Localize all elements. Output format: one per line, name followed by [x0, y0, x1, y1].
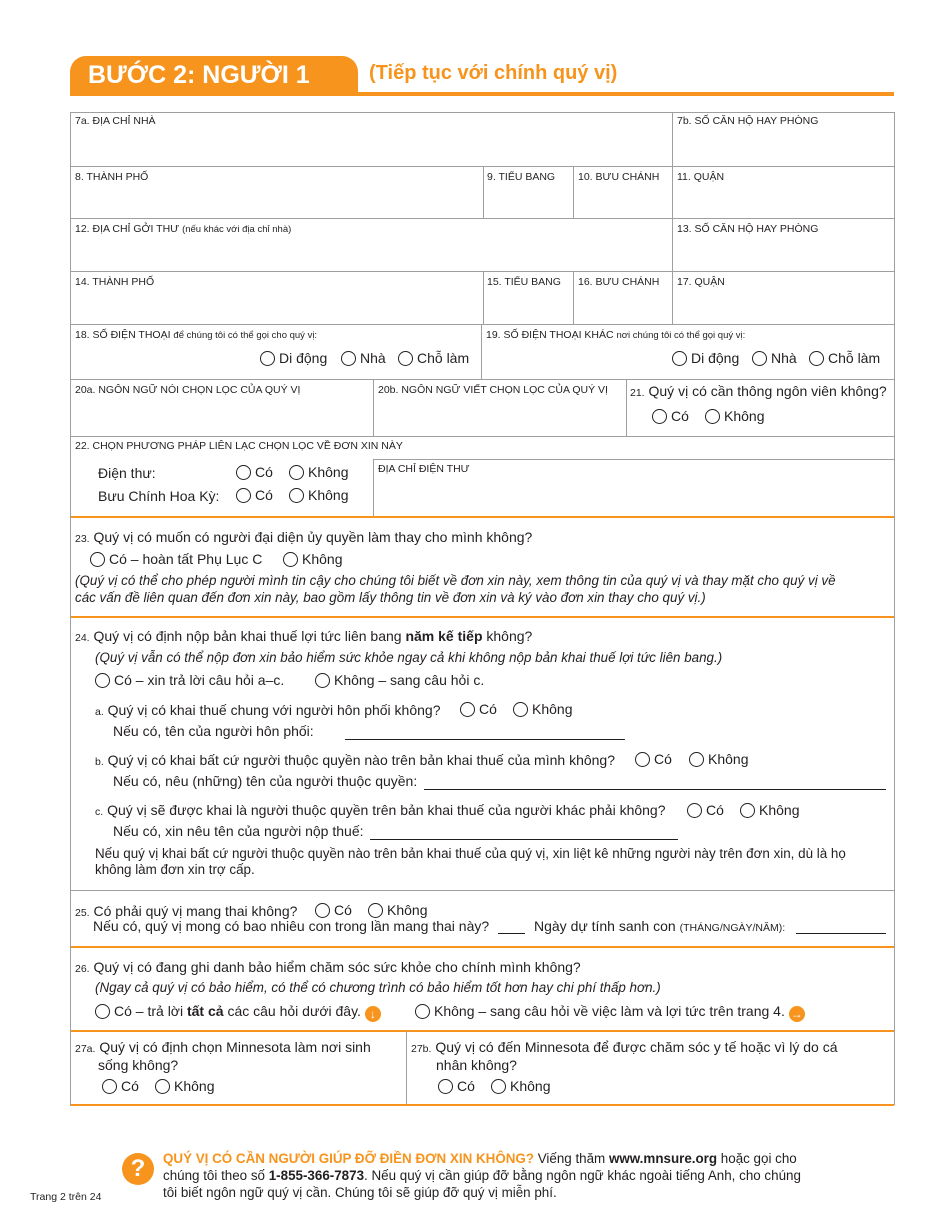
radio-icon — [415, 1004, 430, 1019]
q25-due-date-label: Ngày dự tính sanh con (THÁNG/NGÀY/NĂM): — [534, 918, 786, 934]
mailing-zip-input[interactable] — [574, 289, 671, 323]
email-address-input[interactable] — [374, 476, 893, 515]
other-phone-home-option[interactable]: Nhà — [752, 350, 797, 366]
step-subtitle: (Tiếp tục với chính quý vị) — [369, 62, 618, 84]
other-phone-work-option[interactable]: Chỗ làm — [809, 350, 880, 366]
q24b-followup: Nếu có, nêu (những) tên của người thuộc quyền: — [113, 773, 418, 789]
field-label-contact-method: 22. CHỌN PHƯƠNG PHÁP LIÊN LẠC CHỌN LỌC VỀ ĐƠN XIN NÀY — [75, 440, 403, 452]
field-label-phone: 18. SỐ ĐIỆN THOẠI để chúng tôi có thể gọi cho quý vị: — [75, 329, 318, 341]
radio-icon — [283, 552, 298, 567]
field-label-zip: 10. BƯU CHÁNH — [578, 171, 660, 183]
field-label-written-language: 20b. NGÔN NGỮ VIẾT CHỌN LỌC CỦA QUÝ VỊ — [378, 384, 608, 396]
mnsure-link[interactable]: www.mnsure.org — [608, 1151, 718, 1166]
contact-mail-no-option[interactable]: Không — [289, 487, 348, 503]
radio-icon — [809, 351, 824, 366]
radio-icon — [236, 465, 251, 480]
q24c-question: c. Quý vị sẽ được khai là người thuộc quyền trên bản khai thuế của người khác phải không? — [95, 802, 666, 818]
contact-email-label: Điện thư: — [98, 465, 156, 481]
apt-number-input[interactable] — [673, 128, 893, 165]
field-label-email-address: ĐỊA CHỈ ĐIỆN THƯ — [378, 463, 470, 475]
interpreter-question: 21. Quý vị có cần thông ngôn viên không? — [630, 383, 887, 399]
field-label-state: 9. TIỂU BANG — [487, 171, 556, 183]
arrow-right-icon: → — [790, 1007, 803, 1021]
page-number: Trang 2 trên 24 — [30, 1191, 102, 1203]
radio-icon — [289, 488, 304, 503]
q24a-no-option[interactable]: Không — [513, 701, 572, 717]
section-divider — [70, 946, 894, 948]
q24a-followup: Nếu có, tên của người hôn phối: — [113, 723, 314, 739]
q24c-no-option[interactable]: Không — [740, 802, 799, 818]
section-divider — [70, 1030, 894, 1032]
contact-mail-yes-option[interactable]: Có — [236, 487, 273, 503]
home-address-input[interactable] — [71, 128, 671, 165]
written-language-input[interactable] — [374, 397, 625, 435]
field-label-mailing-zip: 16. BƯU CHÁNH — [578, 276, 660, 288]
spouse-name-input[interactable] — [345, 739, 625, 740]
contact-email-yes-option[interactable]: Có — [236, 464, 273, 480]
mailing-address-input[interactable] — [71, 236, 671, 270]
radio-icon — [752, 351, 767, 366]
radio-icon — [155, 1079, 170, 1094]
phone-type-home-option[interactable]: Nhà — [341, 350, 386, 366]
taxpayer-name-input[interactable] — [370, 839, 678, 840]
q27a-question: 27a. Quý vị có định chọn Minnesota làm nơi sinh sống không? — [75, 1039, 371, 1073]
radio-icon — [90, 552, 105, 567]
q23-yes-option[interactable]: Có – hoàn tất Phụ Lục C — [90, 551, 262, 567]
radio-icon — [236, 488, 251, 503]
q24-no-option[interactable]: Không – sang câu hỏi c. — [315, 672, 484, 688]
radio-icon — [513, 702, 528, 717]
spoken-language-input[interactable] — [71, 397, 372, 435]
other-phone-mobile-option[interactable]: Di động — [672, 350, 739, 366]
step-title: BƯỚC 2: NGƯỜI 1 — [88, 61, 310, 89]
field-label-county: 11. QUẬN — [677, 171, 725, 183]
q25-question: 25. Có phải quý vị mang thai không? — [75, 903, 298, 919]
radio-icon — [315, 673, 330, 688]
radio-icon — [672, 351, 687, 366]
radio-icon — [635, 752, 650, 767]
county-input[interactable] — [673, 184, 893, 217]
radio-icon — [341, 351, 356, 366]
q24-yes-option[interactable]: Có – xin trả lời câu hỏi a–c. — [95, 672, 284, 688]
radio-icon — [368, 903, 383, 918]
q24c-yes-option[interactable]: Có — [687, 802, 724, 818]
radio-icon — [740, 803, 755, 818]
phone-type-mobile-option[interactable]: Di động — [260, 350, 327, 366]
help-text: QUÝ VỊ CÓ CẦN NGƯỜI GIÚP ĐỠ ĐIỀN ĐƠN XIN KHÔNG? Viếng thăm www.mnsure.org hoặc gọi cho chúng tôi theo số 1-855-366-7873. Nếu quý vị cần giúp đỡ bằng ngôn ngữ khác ngoài tiếng Anh, cho chúng tôi biết ngôn ngữ quý vị cần. Chúng tôi sẽ giúp đỡ quý vị miễn phí. — [163, 1151, 801, 1200]
phone-type-work-option[interactable]: Chỗ làm — [398, 350, 469, 366]
section-divider — [70, 1104, 894, 1106]
radio-icon — [687, 803, 702, 818]
field-label-mailing-state: 15. TIỂU BANG — [487, 276, 561, 288]
due-date-input[interactable] — [796, 933, 886, 934]
field-label-mailing-address: 12. ĐỊA CHỈ GỞI THƯ (nếu khác với địa chỉ nhà) — [75, 223, 292, 235]
radio-icon — [438, 1079, 453, 1094]
q23-question: 23. Quý vị có muốn có người đại diện ủy quyền làm thay cho mình không? — [75, 529, 533, 545]
radio-icon — [95, 1004, 110, 1019]
field-label-mailing-city: 14. THÀNH PHỐ — [75, 276, 155, 288]
babies-count-input[interactable] — [498, 933, 525, 934]
interpreter-yes-option[interactable]: Có — [652, 408, 689, 424]
q27b-yes-option[interactable]: Có — [438, 1078, 475, 1094]
q27b-no-option[interactable]: Không — [491, 1078, 550, 1094]
section-divider — [70, 516, 894, 518]
radio-icon — [260, 351, 275, 366]
q27b-question: 27b. Quý vị có đến Minnesota để được chăm sóc y tế hoặc vì lý do cá nhân không? — [411, 1039, 838, 1073]
radio-icon — [398, 351, 413, 366]
q23-note: (Quý vị có thể cho phép người mình tin cậy cho chúng tôi biết về đơn xin này, xem thông tin của quý vị và thay mặt cho quý vị về các vấn đề liên quan đến đơn xin này, bao gồm lấy thông tin về đơn xin và ký vào đơn xin thay cho quý vị.) — [75, 573, 836, 605]
field-label-spoken-language: 20a. NGÔN NGỮ NÓI CHỌN LỌC CỦA QUÝ VỊ — [75, 384, 301, 396]
header-rule — [70, 92, 894, 96]
q26-note: (Ngay cả quý vị có bảo hiểm, có thể có chương trình có bảo hiểm tốt hơn hay chi phí thấp hơn.) — [95, 980, 661, 995]
radio-icon — [95, 673, 110, 688]
q24a-question: a. Quý vị có khai thuế chung với người hôn phối không? — [95, 702, 441, 718]
help-question-icon: ? — [122, 1153, 154, 1185]
mailing-city-input[interactable] — [71, 289, 482, 323]
q24b-no-option[interactable]: Không — [689, 751, 748, 767]
q26-no-option[interactable]: Không – sang câu hỏi về việc làm và lợi tức trên trang 4. → — [415, 1003, 805, 1022]
radio-icon — [705, 409, 720, 424]
radio-icon — [491, 1079, 506, 1094]
q25-yes-option[interactable]: Có — [315, 902, 352, 918]
contact-email-no-option[interactable]: Không — [289, 464, 348, 480]
q24b-yes-option[interactable]: Có — [635, 751, 672, 767]
mailing-state-input[interactable] — [484, 289, 572, 323]
q24b-question: b. Quý vị có khai bất cứ người thuộc quyền nào trên bản khai thuế của mình không? — [95, 752, 616, 768]
q24-final-note: Nếu quý vị khai bất cứ người thuộc quyền nào trên bản khai thuế của quý vị, xin liệt kê những người này trên đơn xin, dù là họ không làm đơn xin trợ cấp. — [95, 846, 846, 877]
interpreter-no-option[interactable]: Không — [705, 408, 764, 424]
state-input[interactable] — [484, 184, 572, 217]
radio-icon — [315, 903, 330, 918]
zip-input[interactable] — [574, 184, 671, 217]
arrow-down-icon: ↓ — [365, 1006, 381, 1022]
q26-question: 26. Quý vị có đang ghi danh bảo hiểm chăm sóc sức khỏe cho chính mình không? — [75, 959, 581, 975]
radio-icon — [652, 409, 667, 424]
mailing-apt-input[interactable] — [673, 236, 893, 270]
q25-no-option[interactable]: Không — [368, 902, 427, 918]
q24c-followup: Nếu có, xin nêu tên của người nộp thuế: — [113, 823, 364, 839]
radio-icon — [102, 1079, 117, 1094]
q23-no-option[interactable]: Không — [283, 551, 342, 567]
q25-followup: Nếu có, quý vị mong có bao nhiêu con trong lần mang thai này? — [93, 918, 490, 934]
field-label-other-phone: 19. SỐ ĐIỆN THOẠI KHÁC nơi chúng tôi có thể gọi quý vị: — [486, 329, 746, 341]
q27a-yes-option[interactable]: Có — [102, 1078, 139, 1094]
field-label-mailing-county: 17. QUẬN — [677, 276, 725, 288]
radio-icon — [689, 752, 704, 767]
field-label-apt-number: 7b. SỐ CĂN HỘ HAY PHÒNG — [677, 115, 819, 127]
section-divider — [70, 616, 894, 618]
radio-icon — [289, 465, 304, 480]
field-label-mailing-apt: 13. SỐ CĂN HỘ HAY PHÒNG — [677, 223, 819, 235]
q27a-no-option[interactable]: Không — [155, 1078, 214, 1094]
q26-yes-option[interactable]: Có – trả lời tất cả các câu hỏi dưới đây. ↓ — [95, 1003, 381, 1022]
field-label-city: 8. THÀNH PHỐ — [75, 171, 149, 183]
q24a-yes-option[interactable]: Có — [460, 701, 497, 717]
contact-mail-label: Bưu Chính Hoa Kỳ: — [98, 488, 220, 504]
dependents-names-input[interactable] — [424, 789, 886, 790]
city-input[interactable] — [71, 184, 482, 217]
field-label-home-address: 7a. ĐỊA CHỈ NHÀ — [75, 115, 156, 127]
radio-icon — [460, 702, 475, 717]
mailing-county-input[interactable] — [673, 289, 893, 323]
q24-question: 24. Quý vị có định nộp bản khai thuế lợi tức liên bang năm kế tiếp không? — [75, 628, 533, 644]
q24-note: (Quý vị vẫn có thể nộp đơn xin bảo hiểm sức khỏe ngay cả khi không nộp bản khai thuế lợi tức liên bang.) — [95, 650, 723, 665]
